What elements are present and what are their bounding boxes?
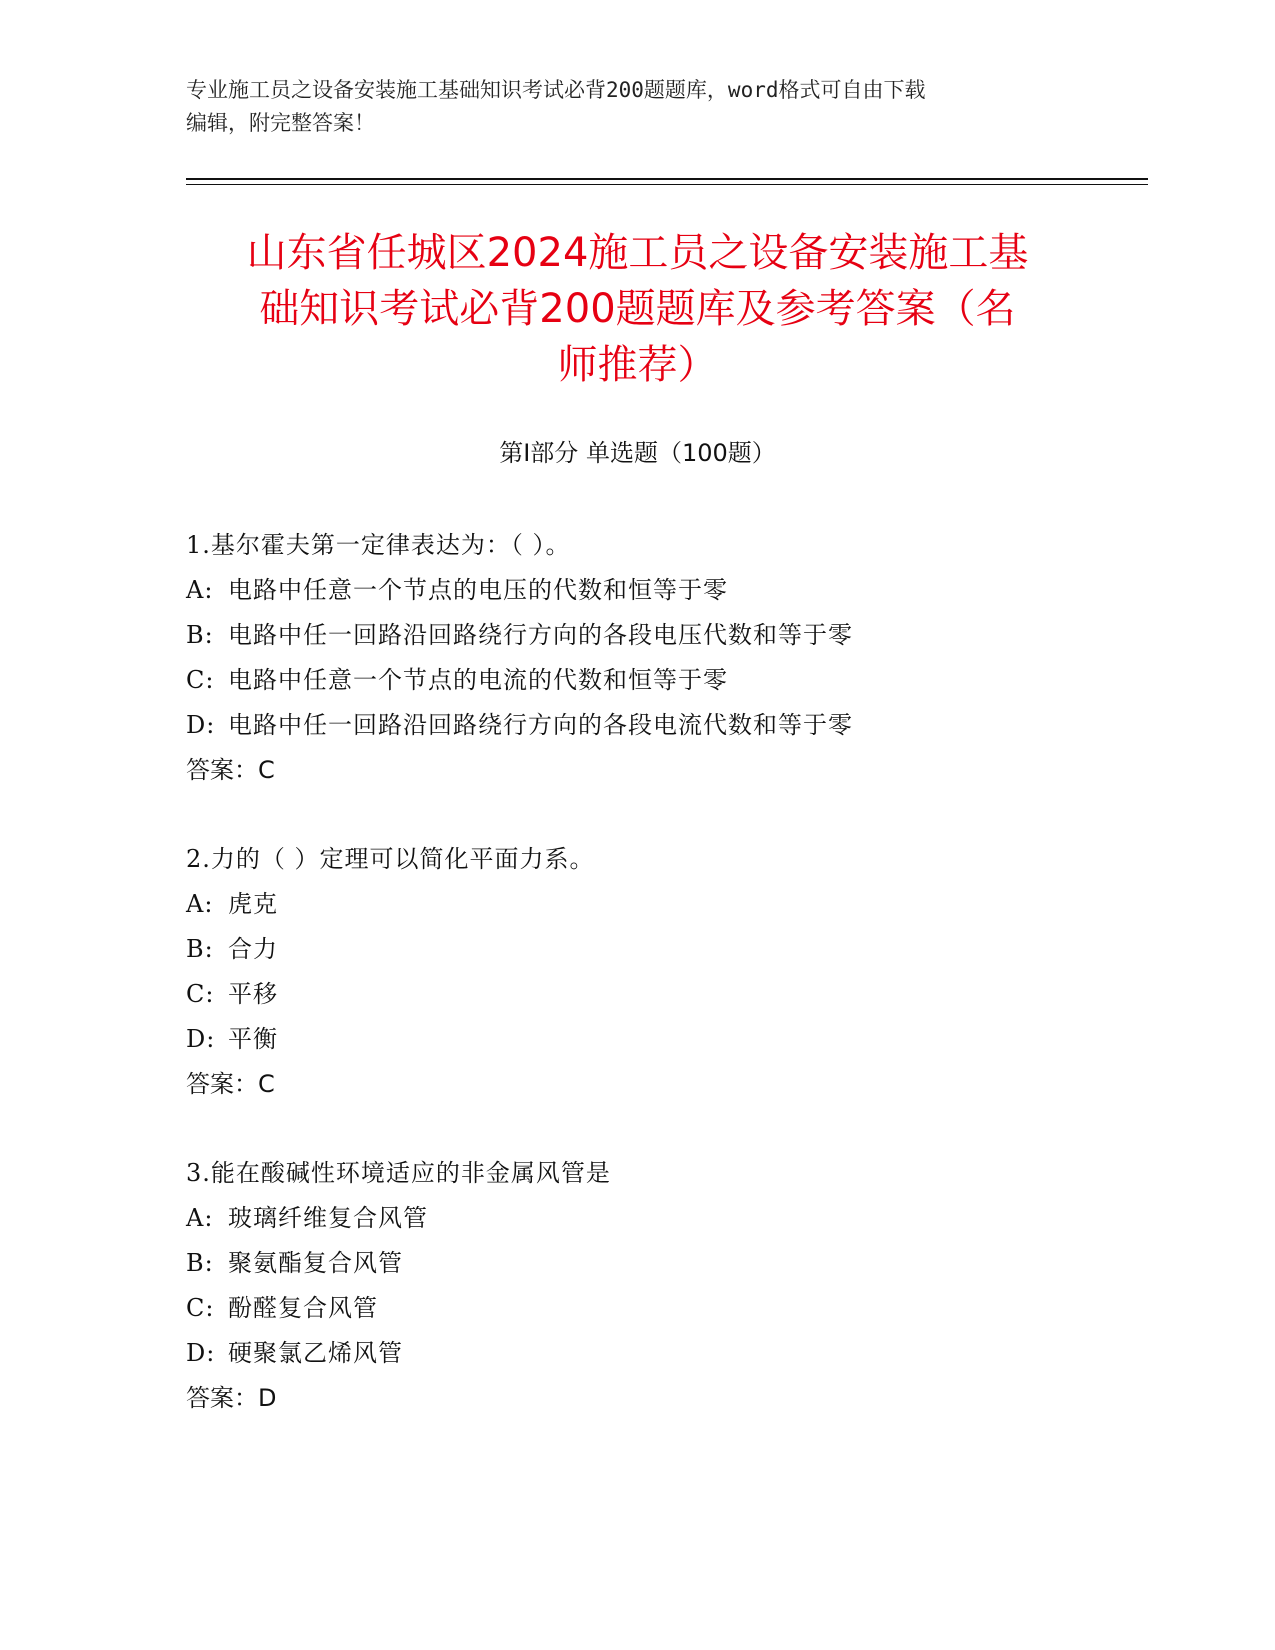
option-text: 电路中任一回路沿回路绕行方向的各段电压代数和等于零 <box>228 621 853 649</box>
header-note-line-1: 专业施工员之设备安装施工基础知识考试必背200题题库，word格式可自由下载 <box>186 78 926 102</box>
option-key: D: <box>186 711 216 739</box>
answer-line: 答案：D <box>186 1384 277 1412</box>
document-title <box>150 225 1125 393</box>
option-d <box>186 1331 1136 1376</box>
option-text: 合力 <box>228 935 278 963</box>
answer-line: 答案：C <box>186 756 275 784</box>
option-text: 酚醛复合风管 <box>228 1294 378 1322</box>
option-c <box>186 972 1136 1017</box>
document-header-note <box>186 74 1076 140</box>
option-text: 平移 <box>228 980 278 1008</box>
option-key: A: <box>186 576 214 604</box>
header-note-line-2: 编辑，附完整答案！ <box>186 111 375 135</box>
option-c <box>186 658 1136 703</box>
option-key: C: <box>186 666 215 694</box>
option-key: C: <box>186 980 215 1008</box>
question-item <box>186 837 1136 1107</box>
question-text: 3.能在酸碱性环境适应的非金属风管是 <box>186 1159 611 1187</box>
option-key: B: <box>186 1249 214 1277</box>
title-line-2: 础知识考试必背200题题库及参考答案（名 <box>259 286 1016 332</box>
option-a <box>186 568 1136 613</box>
title-line-1: 山东省任城区2024施工员之设备安装施工基 <box>246 230 1029 276</box>
option-b <box>186 613 1136 658</box>
option-text: 电路中任意一个节点的电压的代数和恒等于零 <box>228 576 728 604</box>
option-text: 玻璃纤维复合风管 <box>228 1204 428 1232</box>
answer-line: 答案：C <box>186 1070 275 1098</box>
question-item <box>186 523 1136 793</box>
option-d <box>186 1017 1136 1062</box>
question-list <box>186 523 1136 1465</box>
option-a <box>186 1196 1136 1241</box>
option-key: A: <box>186 890 214 918</box>
question-text: 2.力的（ ）定理可以简化平面力系。 <box>186 845 595 873</box>
section-heading: 第Ⅰ部分 单选题（100题） <box>499 439 776 467</box>
option-text: 聚氨酯复合风管 <box>228 1249 403 1277</box>
option-key: D: <box>186 1339 216 1367</box>
option-key: B: <box>186 935 214 963</box>
header-divider-thick <box>186 178 1148 180</box>
option-text: 电路中任一回路沿回路绕行方向的各段电流代数和等于零 <box>228 711 853 739</box>
option-key: B: <box>186 621 214 649</box>
option-text: 硬聚氯乙烯风管 <box>228 1339 403 1367</box>
option-key: C: <box>186 1294 215 1322</box>
option-b <box>186 1241 1136 1286</box>
option-text: 虎克 <box>228 890 278 918</box>
option-c <box>186 1286 1136 1331</box>
option-text: 电路中任意一个节点的电流的代数和恒等于零 <box>228 666 728 694</box>
header-divider-thin <box>186 184 1148 185</box>
title-line-3: 师推荐） <box>557 342 718 388</box>
option-b <box>186 927 1136 972</box>
option-a <box>186 882 1136 927</box>
option-d <box>186 703 1136 748</box>
option-key: D: <box>186 1025 216 1053</box>
question-item <box>186 1151 1136 1421</box>
option-text: 平衡 <box>228 1025 278 1053</box>
option-key: A: <box>186 1204 214 1232</box>
question-text: 1.基尔霍夫第一定律表达为：（ ）。 <box>186 531 571 559</box>
